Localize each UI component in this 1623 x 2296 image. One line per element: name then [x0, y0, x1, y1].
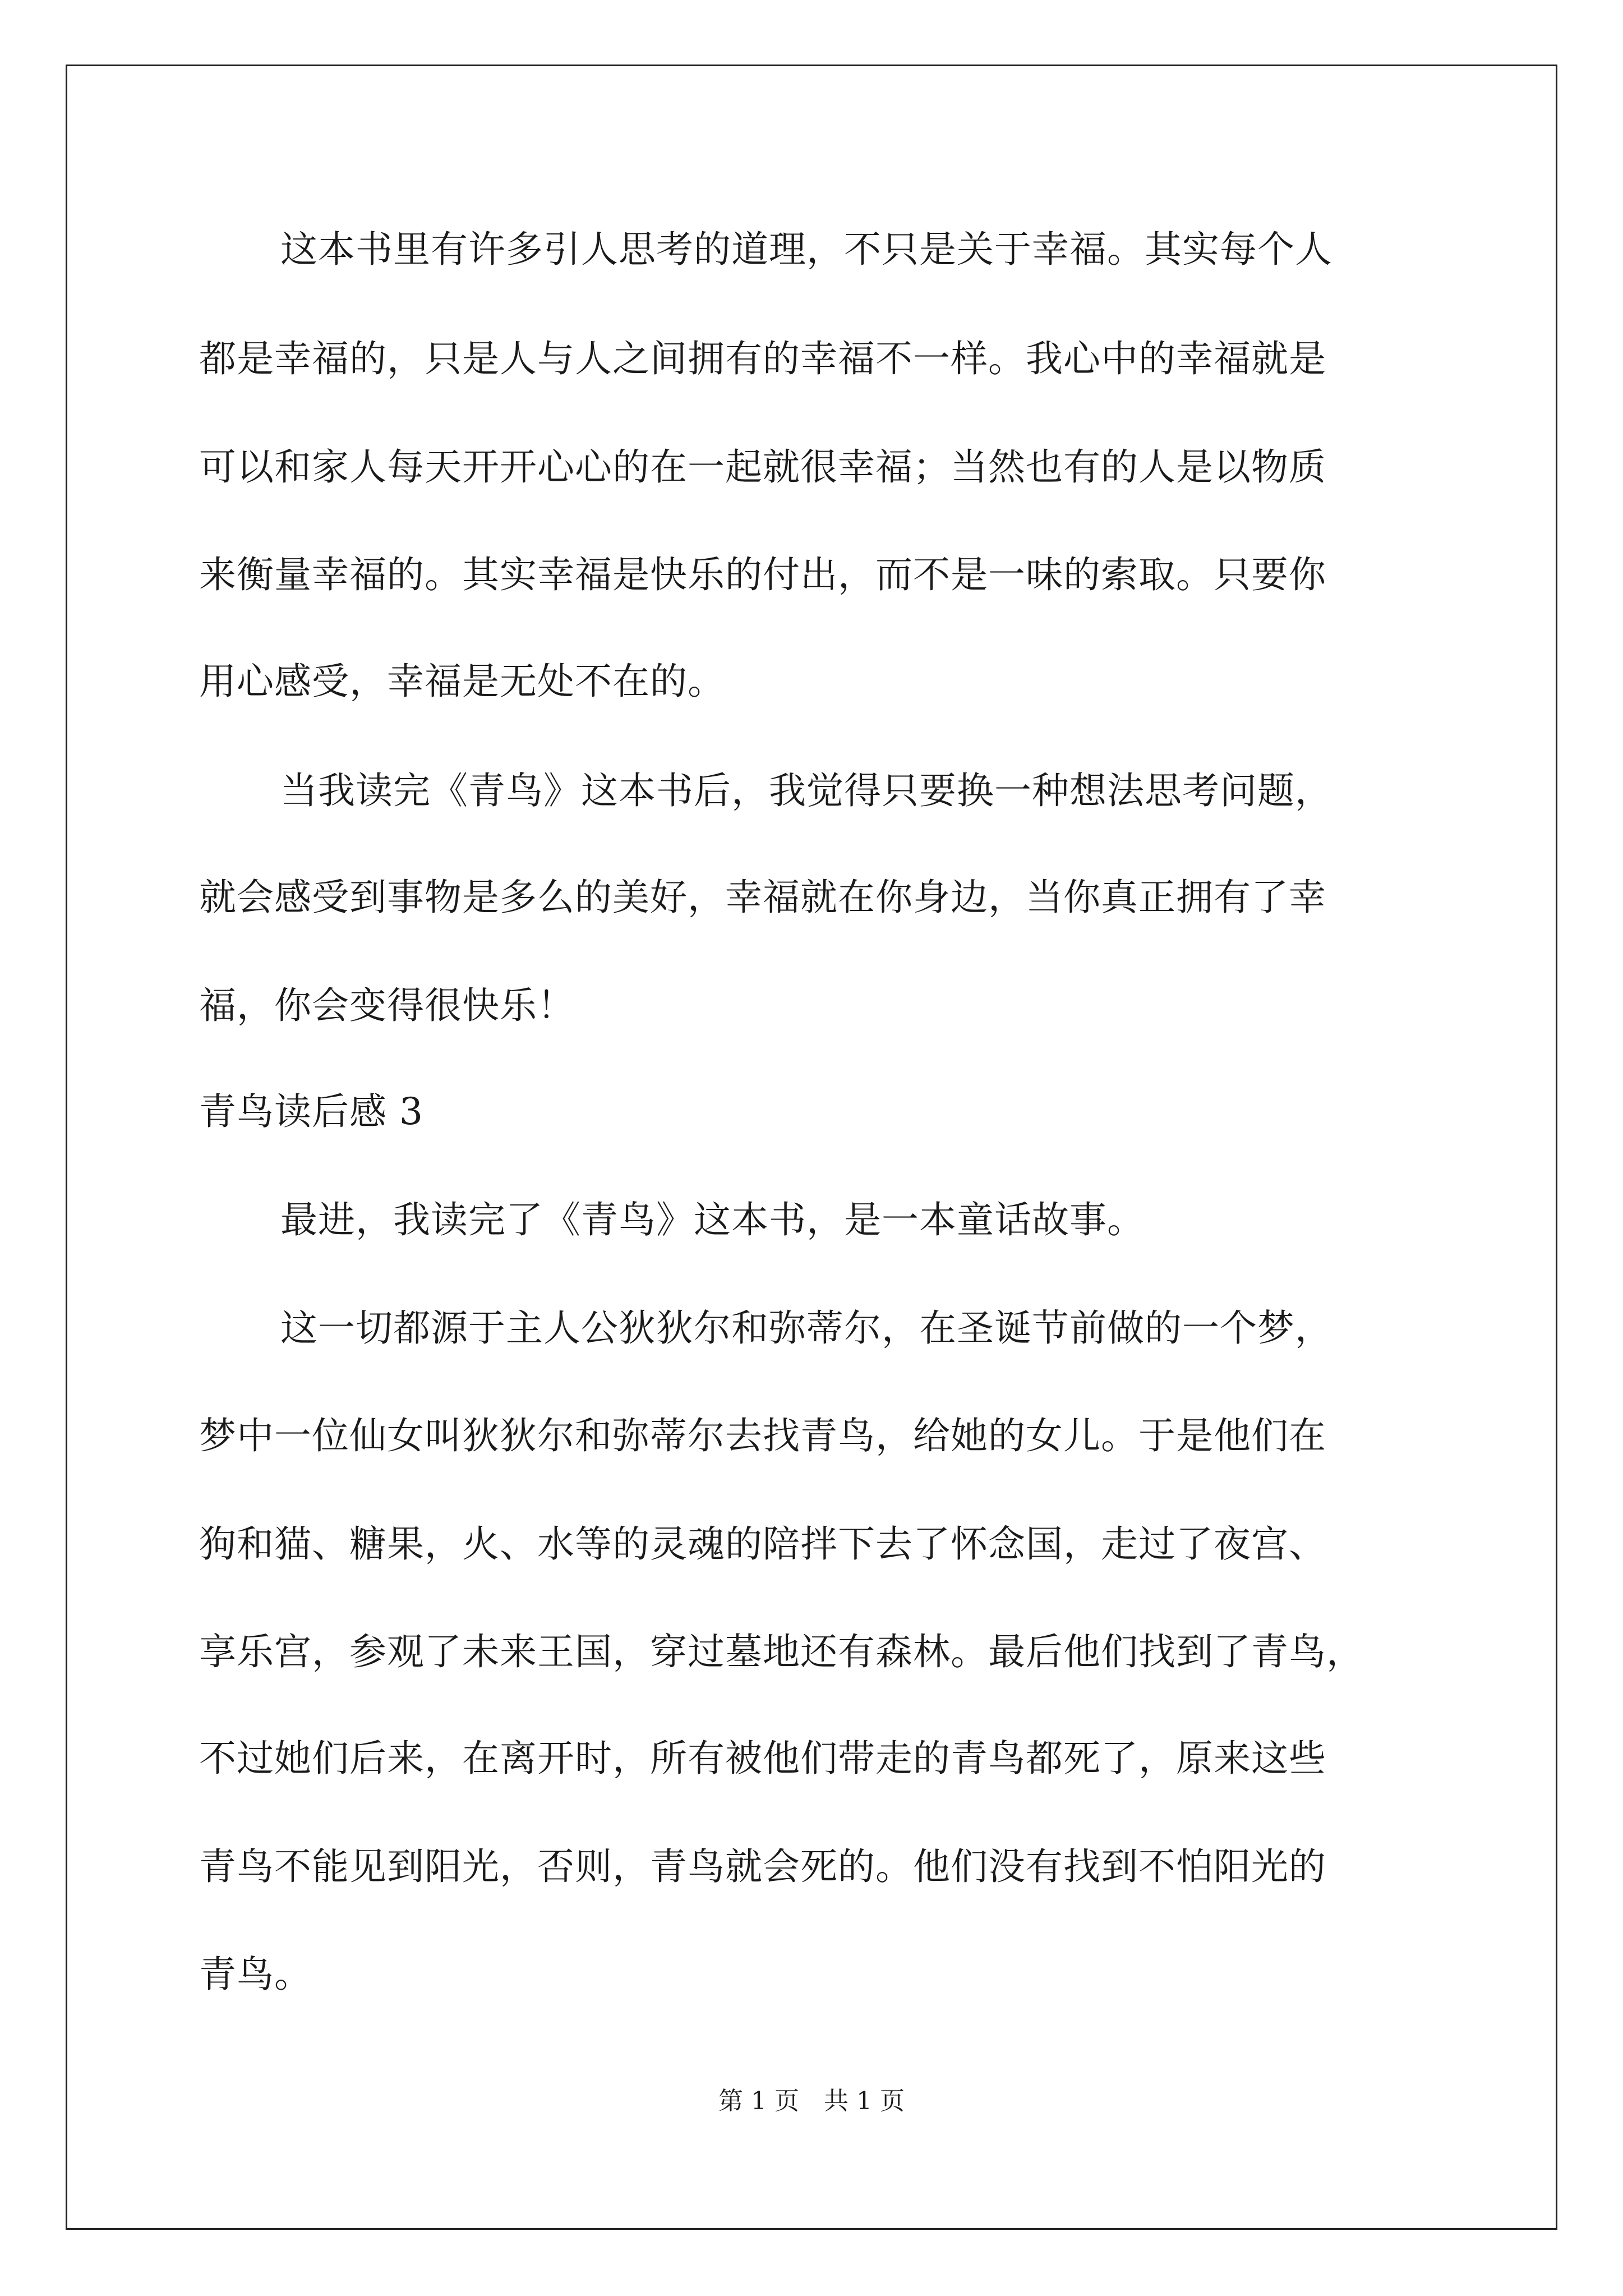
paragraph-2-line-3: 福，你会变得很快乐！ — [199, 984, 575, 1027]
paragraph-4-line-3: 狗和猫、糖果，火、水等的灵魂的陪拌下去了怀念国，走过了夜宫、 — [199, 1522, 1326, 1566]
paragraph-1-line-4: 来衡量幸福的。其实幸福是快乐的付出，而不是一味的索取。只要你 — [199, 553, 1326, 596]
paragraph-1-line-2: 都是幸福的，只是人与人之间拥有的幸福不一样。我心中的幸福就是 — [199, 337, 1326, 380]
paragraph-1-line-3: 可以和家人每天开开心心的在一起就很幸福；当然也有的人是以物质 — [199, 445, 1326, 489]
paragraph-1-line-5: 用心感受，幸福是无处不在的。 — [199, 660, 725, 703]
paragraph-4-line-5: 不过她们后来，在离开时，所有被他们带走的青鸟都死了，原来这些 — [199, 1737, 1326, 1780]
page-number-footer: 第 1 页 共 1 页 — [718, 2087, 905, 2115]
section-title: 青鸟读后感 3 — [199, 1090, 423, 1133]
paragraph-1-line-1: 这本书里有许多引人思考的道理，不只是关于幸福。其实每个人 — [280, 228, 1332, 271]
paragraph-4-line-6: 青鸟不能见到阳光，否则，青鸟就会死的。他们没有找到不怕阳光的 — [199, 1845, 1326, 1888]
paragraph-2-line-2: 就会感受到事物是多么的美好，幸福就在你身边，当你真正拥有了幸 — [199, 876, 1326, 919]
page-border — [66, 65, 1557, 2230]
paragraph-3-line-1: 最进，我读完了《青鸟》这本书，是一本童话故事。 — [280, 1198, 1145, 1241]
paragraph-4-line-2: 梦中一位仙女叫狄狄尔和弥蒂尔去找青鸟，给她的女儿。于是他们在 — [199, 1414, 1326, 1457]
paragraph-4-line-4: 享乐宫，参观了未来王国，穿过墓地还有森林。最后他们找到了青鸟， — [199, 1630, 1364, 1673]
paragraph-4-line-7: 青鸟。 — [199, 1953, 312, 1996]
paragraph-4-line-1: 这一切都源于主人公狄狄尔和弥蒂尔，在圣诞节前做的一个梦， — [280, 1306, 1332, 1350]
paragraph-2-line-1: 当我读完《青鸟》这本书后，我觉得只要换一种想法思考问题， — [280, 769, 1332, 812]
